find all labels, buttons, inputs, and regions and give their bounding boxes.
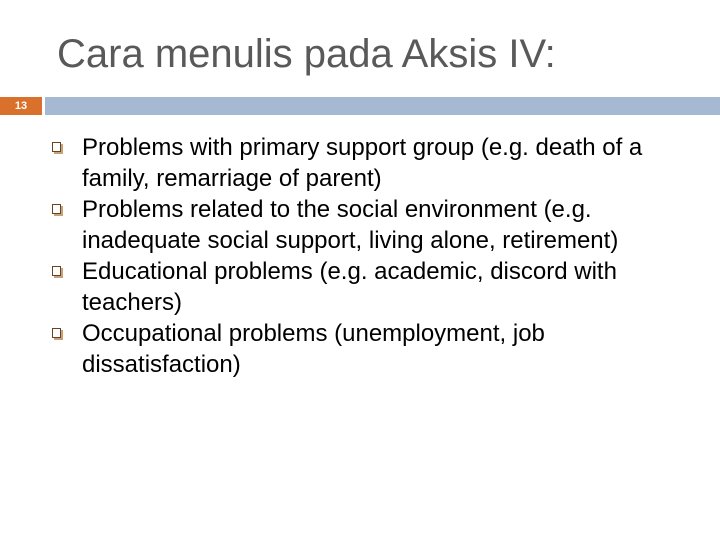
square-bullet-icon (52, 256, 82, 276)
bullet-text: Problems related to the social environment (e.g. inadequate social support, living alone, retirement) (82, 196, 619, 254)
square-bullet-icon (52, 318, 82, 338)
bullet-text: Problems with primary support group (e.g. death of a family, remarriage of parent) (82, 134, 643, 192)
square-bullet-icon (52, 194, 82, 214)
list-item (52, 132, 692, 194)
list-item (52, 194, 692, 256)
square-bullet-icon (52, 132, 82, 152)
header-band (45, 97, 720, 115)
bullet-text: Occupational problems (unemployment, job dissatisfaction) (82, 320, 545, 378)
header-bar (0, 97, 720, 115)
bullet-text: Educational problems (e.g. academic, discord with teachers) (82, 258, 617, 316)
list-item (52, 256, 692, 318)
list-item (52, 318, 692, 380)
slide-title: Cara menulis pada Aksis IV: (57, 32, 556, 76)
bullet-list (52, 132, 692, 380)
slide-number: 13 (0, 97, 42, 115)
